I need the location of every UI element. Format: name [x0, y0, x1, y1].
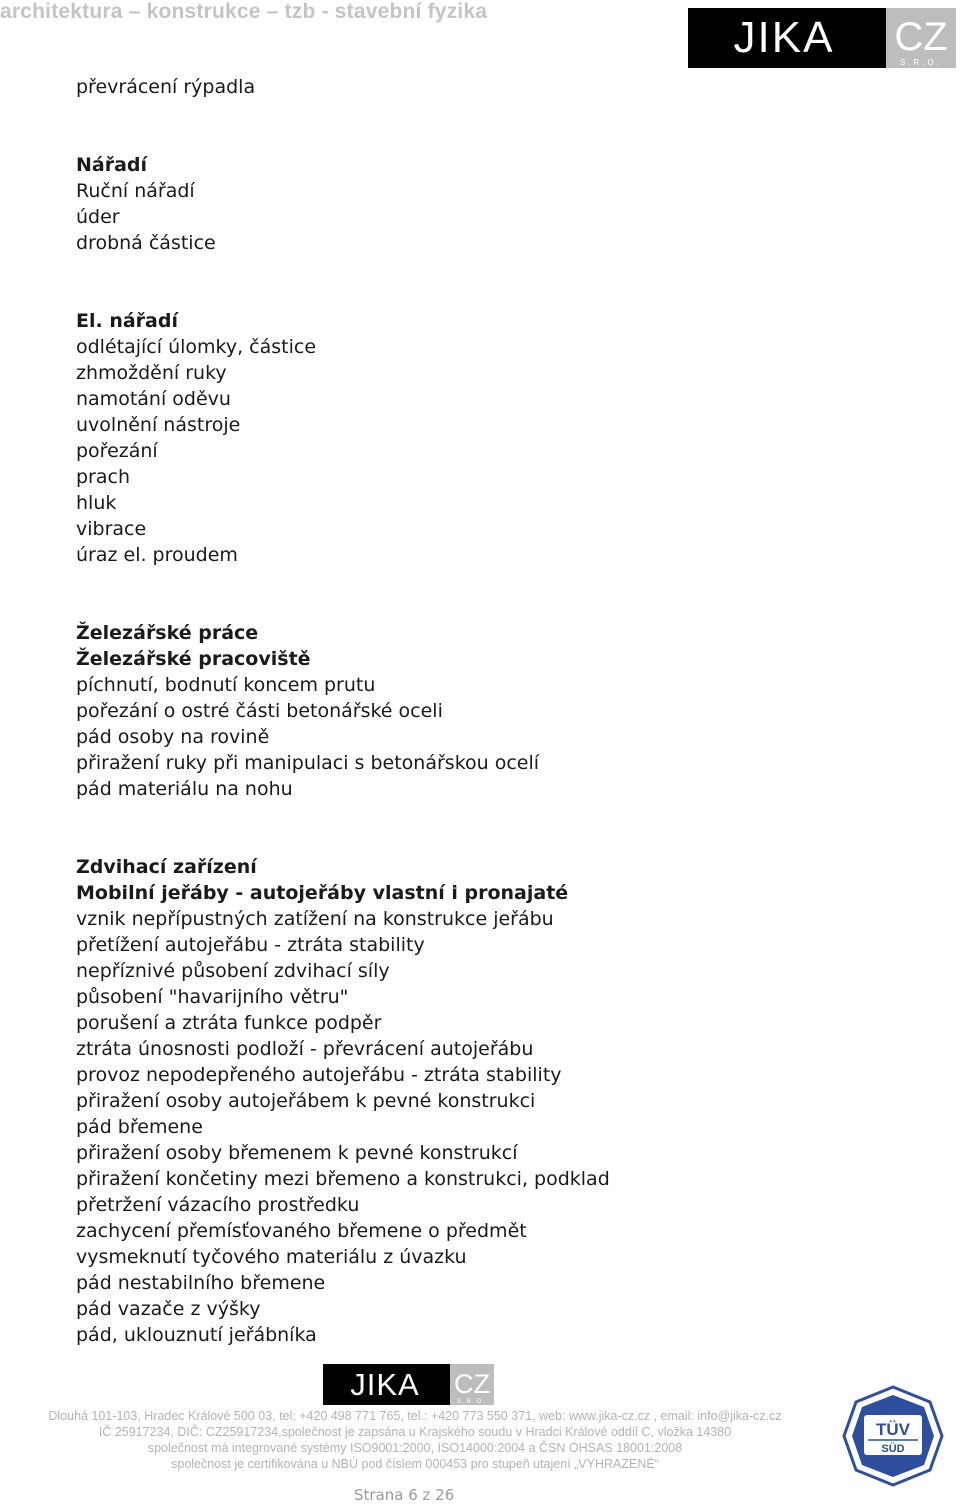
footer-registration-line: IČ 25917234, DIČ: CZ25917234,společnost je zapsána u Krajského soudu v Hradci Králové oddíl C, vložka 14380	[98, 1425, 732, 1439]
text-line: pořezání o ostré části betonářské oceli	[76, 700, 443, 722]
text-line: zachycení přemísťovaného břemene o předmět	[76, 1220, 527, 1242]
logo-side-text: CZ	[894, 15, 948, 59]
footer-iso-line: společnost má integrované systémy ISO9001:2000, ISO14000:2004 a ČSN OHSAS 18001:2008	[147, 1441, 683, 1455]
section-heading: El. nářadí	[76, 310, 178, 332]
text-line: převrácení rýpadla	[76, 76, 256, 98]
text-line: porušení a ztráta funkce podpěr	[76, 1012, 382, 1034]
text-line: působení "havarijního větru"	[76, 986, 349, 1008]
text-line: vysmeknutí tyčového materiálu z úvazku	[76, 1246, 467, 1268]
badge-top-text: TÜV	[876, 1420, 910, 1439]
company-logo	[688, 8, 956, 68]
text-line: píchnutí, bodnutí koncem prutu	[76, 674, 376, 696]
text-line: vznik nepřípustných zatížení na konstrukce jeřábu	[76, 908, 554, 930]
section-rypadlo	[76, 74, 916, 100]
text-line: přiražení končetiny mezi břemeno a konstrukci, podklad	[76, 1168, 610, 1190]
text-line: přiražení osoby autojeřábem k pevné konstrukci	[76, 1090, 536, 1112]
footer-logo-main-text: JIKA	[350, 1367, 420, 1402]
text-line: přiražení osoby břemenem k pevné konstrukcí	[76, 1142, 518, 1164]
section-el-naradi	[76, 308, 916, 568]
badge-bottom-text: SÜD	[881, 1443, 905, 1455]
section-heading: Zdvihací zařízení	[76, 856, 257, 878]
section-zdvihaci-zarizeni	[76, 854, 916, 1348]
text-line: zhmoždění ruky	[76, 362, 227, 384]
section-subheading: Železářské pracoviště	[76, 648, 311, 670]
text-line: pád vazače z výšky	[76, 1298, 261, 1320]
text-line: vibrace	[76, 518, 147, 540]
header-title: architektura – konstrukce – tzb - stavební fyzika	[0, 0, 488, 23]
footer-address-line: Dlouhá 101-103, Hradec Králové 500 03, tel: +420 498 771 765, tel.: +420 773 550 371, web: www.jika-cz.cz , email: info@jika-cz.cz	[48, 1409, 782, 1423]
document-body	[76, 74, 916, 1348]
section-zelezarske-prace	[76, 620, 916, 802]
logo-sub-text: S.R.O.	[899, 58, 943, 67]
tuv-sud-badge-icon	[842, 1385, 944, 1487]
text-line: odlétající úlomky, částice	[76, 336, 317, 358]
text-line: úder	[76, 206, 120, 228]
text-line: prach	[76, 466, 131, 488]
footer-logo-side-text: CZ	[454, 1369, 490, 1399]
footer-logo-sub-text: S.R.O.	[456, 1399, 488, 1405]
section-heading: Nářadí	[76, 154, 148, 176]
text-line: hluk	[76, 492, 117, 514]
text-line: přetížení autojeřábu - ztráta stability	[76, 934, 425, 956]
text-line: ztráta únosnosti podloží - převrácení autojeřábu	[76, 1038, 534, 1060]
text-line: nepříznivé působení zdvihací síly	[76, 960, 390, 982]
text-line: pád, uklouznutí jeřábníka	[76, 1324, 317, 1346]
page-number: Strana 6 z 26	[354, 1486, 455, 1504]
text-line: pád materiálu na nohu	[76, 778, 293, 800]
text-line: pád osoby na rovině	[76, 726, 270, 748]
section-heading: Železářské práce	[76, 622, 259, 644]
footer-company-info	[0, 1408, 830, 1472]
text-line: úraz el. proudem	[76, 544, 238, 566]
text-line: Ruční nářadí	[76, 180, 195, 202]
footer-nbu-line: společnost je certifikována u NBÚ pod číslem 000453 pro stupeň utajení „VYHRAZENÉ“	[171, 1457, 659, 1471]
text-line: drobná částice	[76, 232, 216, 254]
text-line: přiražení ruky při manipulaci s betonářskou ocelí	[76, 752, 540, 774]
section-naradi	[76, 152, 916, 256]
text-line: provoz nepodepřeného autojeřábu - ztráta stability	[76, 1064, 562, 1086]
text-line: pád nestabilního břemene	[76, 1272, 326, 1294]
section-subheading: Mobilní jeřáby - autojeřáby vlastní i pronajaté	[76, 882, 569, 904]
logo-main-text: JIKA	[733, 13, 835, 62]
text-line: pořezání	[76, 440, 158, 462]
text-line: přetržení vázacího prostředku	[76, 1194, 360, 1216]
footer-logo	[323, 1364, 494, 1405]
text-line: pád břemene	[76, 1116, 203, 1138]
text-line: uvolnění nástroje	[76, 414, 241, 436]
text-line: namotání oděvu	[76, 388, 231, 410]
